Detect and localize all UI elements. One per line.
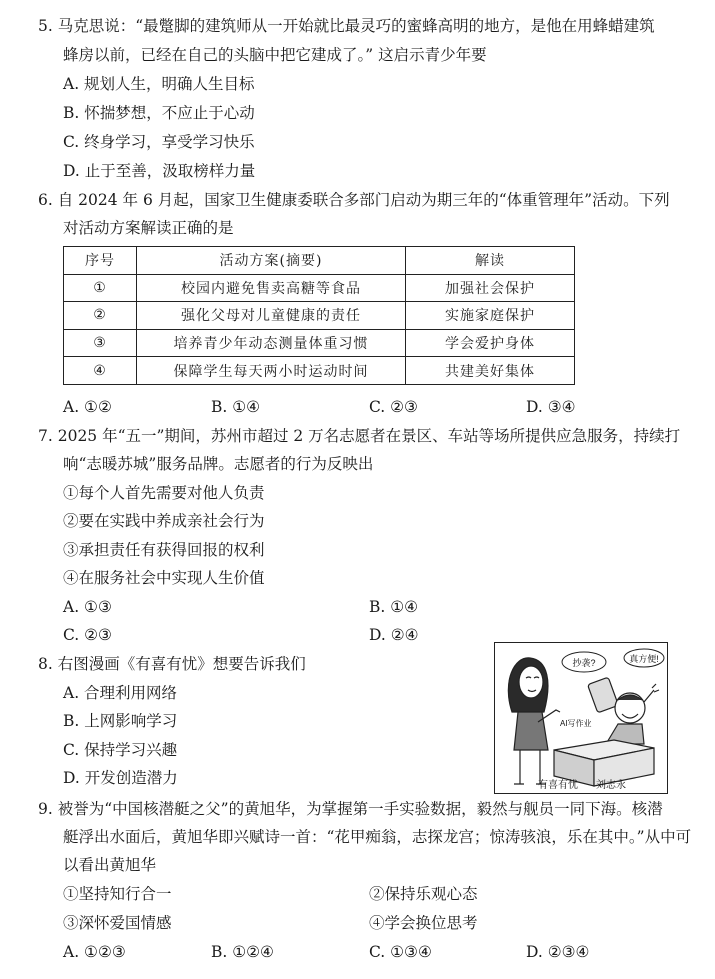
bubble-right-text: 真方便! bbox=[629, 654, 659, 664]
table-row bbox=[64, 274, 575, 302]
q6-stem-line-2: 对活动方案解读正确的是 bbox=[63, 219, 234, 237]
table-cell-plan: 保障学生每天两小时运动时间 bbox=[137, 357, 406, 385]
q7-stem-line-2: 响“志暖苏城”服务品牌。志愿者的行为反映出 bbox=[63, 455, 374, 473]
q7-stem-line-1: 7. 2025 年“五一”期间，苏州市超过 2 万名志愿者在景区、车站等场所提供应急服务，持续打 bbox=[38, 427, 681, 445]
q8-option-b[interactable]: B. 上网影响学习 bbox=[63, 712, 178, 730]
q5-stem-line-1: 5. 马克思说：“最蹩脚的建筑师从一开始就比最灵巧的蜜蜂高明的地方，是他在用蜂蜡建筑 bbox=[38, 17, 655, 35]
q9-stem-line-3: 以看出黄旭华 bbox=[63, 856, 157, 874]
table-cell-interpretation: 学会爱护身体 bbox=[406, 329, 575, 357]
q5-option-a[interactable]: A. 规划人生，明确人生目标 bbox=[63, 75, 255, 93]
table-cell-number: ④ bbox=[64, 357, 137, 385]
q7-option-b[interactable]: B. ①④ bbox=[369, 598, 419, 616]
q6-stem-line-1: 6. 自 2024 年 6 月起，国家卫生健康委联合多部门启动为期三年的“体重管理年”活动。下列 bbox=[38, 191, 670, 209]
table-cell-plan: 校园内避免售卖高糖等食品 bbox=[137, 274, 406, 302]
q7-item-1: ①每个人首先需要对他人负责 bbox=[63, 484, 265, 502]
table-header-row bbox=[64, 247, 575, 275]
q7-option-a[interactable]: A. ①③ bbox=[63, 598, 112, 616]
q7-item-4: ④在服务社会中实现人生价值 bbox=[63, 569, 265, 587]
q7-item-3: ③承担责任有获得回报的权利 bbox=[63, 541, 265, 559]
cartoon-caption: 有喜有忧 bbox=[538, 780, 578, 791]
table-header-number: 序号 bbox=[64, 247, 137, 275]
q9-option-b[interactable]: B. ①②④ bbox=[211, 943, 274, 961]
bubble-left-text: 抄袭? bbox=[572, 658, 596, 668]
q9-option-d[interactable]: D. ②③④ bbox=[526, 943, 590, 961]
q7-option-d[interactable]: D. ②④ bbox=[369, 626, 419, 644]
q9-item-3: ③深怀爱国情感 bbox=[63, 914, 172, 932]
cartoon-illustration bbox=[494, 642, 668, 794]
table-cell-interpretation: 共建美好集体 bbox=[406, 357, 575, 385]
q6-option-a[interactable]: A. ①② bbox=[63, 398, 112, 416]
table-row bbox=[64, 357, 575, 385]
activity-plan-table bbox=[63, 246, 575, 385]
table-row bbox=[64, 302, 575, 330]
q5-option-d[interactable]: D. 止于至善，汲取榜样力量 bbox=[63, 162, 256, 180]
q9-stem-line-1: 9. 被誉为“中国核潜艇之父”的黄旭华，为掌握第一手实验数据，毅然与舰员一同下海。核潜 bbox=[38, 800, 663, 818]
q6-option-c[interactable]: C. ②③ bbox=[369, 398, 418, 416]
q8-option-a[interactable]: A. 合理利用网络 bbox=[63, 684, 178, 702]
q6-option-b[interactable]: B. ①④ bbox=[211, 398, 261, 416]
table-cell-plan: 强化父母对儿童健康的责任 bbox=[137, 302, 406, 330]
q9-item-1: ①坚持知行合一 bbox=[63, 885, 172, 903]
table-cell-interpretation: 加强社会保护 bbox=[406, 274, 575, 302]
q8-option-c[interactable]: C. 保持学习兴趣 bbox=[63, 741, 178, 759]
table-cell-plan: 培养青少年动态测量体重习惯 bbox=[137, 329, 406, 357]
q8-option-d[interactable]: D. 开发创造潜力 bbox=[63, 769, 178, 787]
table-header-interpretation: 解读 bbox=[406, 247, 575, 275]
q9-item-4: ④学会换位思考 bbox=[369, 914, 478, 932]
table-cell-interpretation: 实施家庭保护 bbox=[406, 302, 575, 330]
q9-item-2: ②保持乐观心态 bbox=[369, 885, 478, 903]
tablet-label: AI写作业 bbox=[560, 719, 592, 728]
q5-stem-line-2: 蜂房以前，已经在自己的头脑中把它建成了。” 这启示青少年要 bbox=[63, 46, 487, 64]
table-cell-number: ③ bbox=[64, 329, 137, 357]
table-row bbox=[64, 329, 575, 357]
table-cell-number: ① bbox=[64, 274, 137, 302]
q9-option-c[interactable]: C. ①③④ bbox=[369, 943, 432, 961]
cartoon-author: 刘志永 bbox=[596, 780, 626, 791]
q9-stem-line-2: 艇浮出水面后，黄旭华即兴赋诗一首：“花甲痴翁，志探龙宫；惊涛骇浪，乐在其中。”从中可 bbox=[63, 828, 692, 846]
q5-option-c[interactable]: C. 终身学习，享受学习快乐 bbox=[63, 133, 255, 151]
q6-option-d[interactable]: D. ③④ bbox=[526, 398, 576, 416]
q7-option-c[interactable]: C. ②③ bbox=[63, 626, 112, 644]
table-cell-number: ② bbox=[64, 302, 137, 330]
q5-option-b[interactable]: B. 怀揣梦想，不应止于心动 bbox=[63, 104, 255, 122]
table-header-plan: 活动方案(摘要) bbox=[137, 247, 406, 275]
q8-stem: 8. 右图漫画《有喜有忧》想要告诉我们 bbox=[38, 655, 306, 673]
q9-option-a[interactable]: A. ①②③ bbox=[63, 943, 126, 961]
q7-item-2: ②要在实践中养成亲社会行为 bbox=[63, 512, 265, 530]
